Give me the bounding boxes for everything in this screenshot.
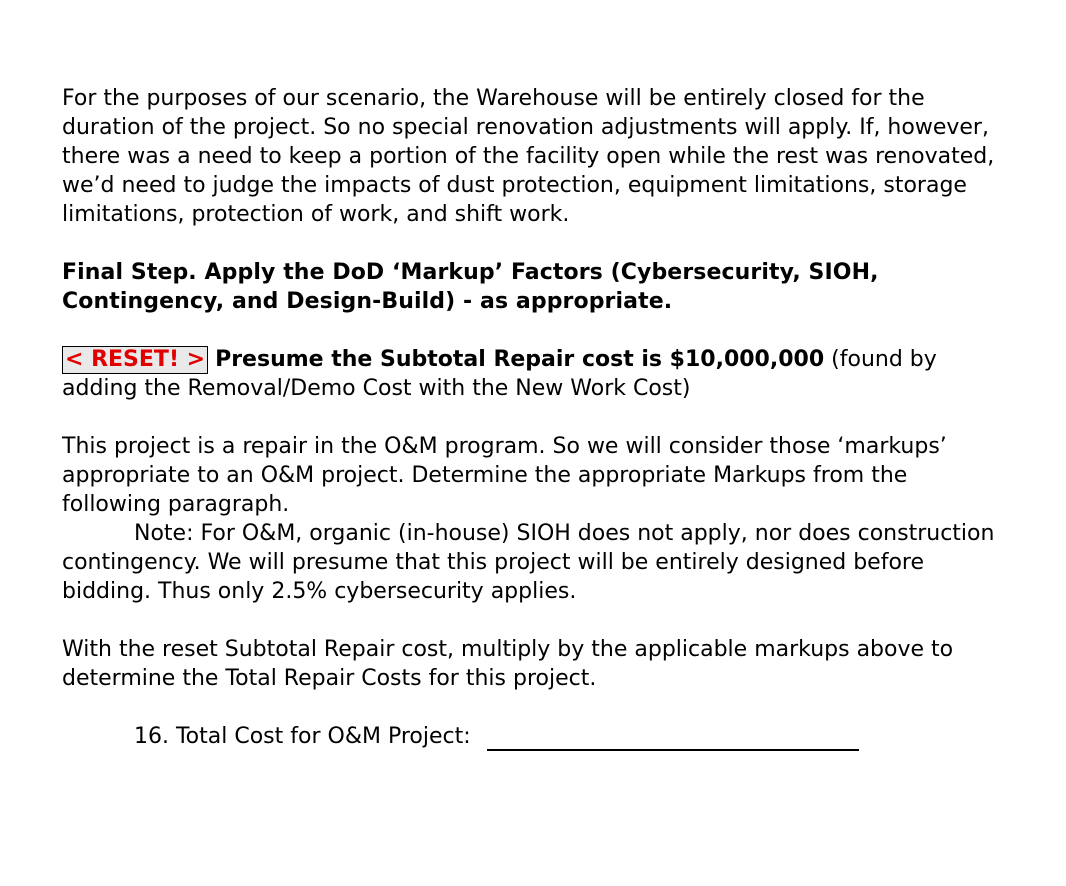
reset-paragraph <box>62 345 1002 403</box>
multiply-paragraph: With the reset Subtotal Repair cost, multiply by the applicable markups above to determine the Total Repair Costs for this project. <box>62 637 954 691</box>
total-cost-answer-field[interactable] <box>487 722 859 751</box>
question-16 <box>62 722 1002 751</box>
question-16-label: 16. Total Cost for O&M Project: <box>134 724 471 749</box>
subtotal-note: (found by adding the Removal/Demo Cost with the New Work Cost) <box>62 347 937 401</box>
reset-button[interactable]: < RESET! > <box>62 346 208 374</box>
project-paragraph: This project is a repair in the O&M program. So we will consider those ‘markups’ appropriate to an O&M project. Determine the appropriate Markups from the following paragraph. <box>62 434 947 517</box>
note-paragraph: Note: For O&M, organic (in-house) SIOH does not apply, nor does construction contingency. We will presume that this project will be entirely designed before bidding. Thus only 2.5% cybersecurity applies. <box>62 521 995 604</box>
final-step-heading: Final Step. Apply the DoD ‘Markup’ Factors (Cybersecurity, SIOH, Contingency, and Design-Build) - as appropriate. <box>62 260 879 314</box>
document-page <box>62 84 1002 751</box>
subtotal-presumption: Presume the Subtotal Repair cost is $10,000,000 <box>215 347 825 372</box>
intro-paragraph: For the purposes of our scenario, the Warehouse will be entirely closed for the duration of the project. So no special renovation adjustments will apply. If, however, there was a need to keep a portion of the facility open while the rest was renovated, we’d need to judge the impacts of dust protection, equipment limitations, storage limitations, protection of work, and shift work. <box>62 86 995 227</box>
